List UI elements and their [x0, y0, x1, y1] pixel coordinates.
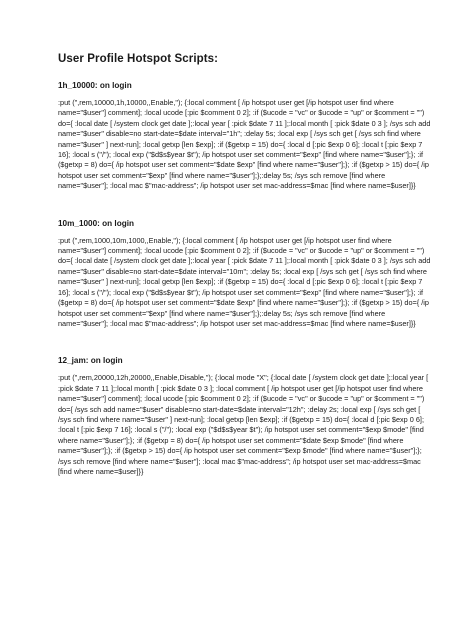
section-heading: 12_jam: on login [58, 356, 123, 366]
script-section-12-jam [58, 355, 434, 477]
script-text: :put (",rem,20000,12h,20000,,Enable,Disable,"); {:local mode "X"; {:local date [ /system clock get date ];:local year [ :pick $date 7 11 ];:local month [ :pick $date 0 3 ]; :local comment [ /ip hotspot user get [/ip hotspot user find where name="$user"] comment]; :local ucode [:pic $comment 0 2]; :if ($ucode = "vc" or $ucode = "up" or $comment = "") do={ /sys sch add name="$user" disable=no start-date=$date interval="12h"; :delay 2s; :local exp [ /sys sch get [ /sys sch find where name="$user" ] next-run]; :local getxp [len $exp]; :if ($getxp = 15) do={ :local d [:pic $exp 0 6]; :local t [:pic $exp 7 16]; :local s ("/"); :local exp ("$d$s$year $t"); /ip hotspot user set comment="$exp $mode" [find where name="$user"];}; :if ($getxp = 8) do={ /ip hotspot user set comment="$date $exp $mode" [find where name="$user"];}; :if ($getxp > 15) do={ /ip hotspot user set comment="$exp $mode" [find where name="$user"];}; /sys sch remove [find where name="$user"]; :local mac $"mac-address"; /ip hotspot user set mac-address=$mac [find where name=$user]}} [58, 373, 429, 476]
script-section-1h-10000 [58, 80, 434, 192]
section-heading: 1h_10000: on login [58, 81, 132, 90]
script-text: :put (",rem,10000,1h,10000,,Enable,"); {:local comment [ /ip hotspot user get [/ip hotspot user find where name="$user"] comment]; :local ucode [:pic $comment 0 2]; :if ($ucode = "vc" or $ucode = "up" or $comment = "") do={ :local date [ /system clock get date ];:local year [ :pick $date 7 11 ];:local month [ :pick $date 0 3 ]; /sys sch add name="$user" disable=no start-date=$date interval="1h"; :delay 5s; :local exp [ /sys sch get [ /sys sch find where name="$user" ] next-run]; :local getxp [len $exp]; :if ($getxp = 15) do={ :local d [:pic $exp 0 6]; :local t [:pic $exp 7 16]; :local s ("/"); :local exp ("$d$s$year $t"); /ip hotspot user set comment="$exp" [find where name="$user"];}; :if ($getxp = 8) do={ /ip hotspot user set comment="$date $exp" [find where name="$user"];}; :if ($getxp > 15) do={ /ip hotspot user set comment="$exp" [find where name="$user"];};:delay 5s; /sys sch remove [find where name="$user"]; :local mac $"mac-address"; /ip hotspot user set mac-address=$mac [find where name=$user]}} [58, 98, 431, 191]
section-heading: 10m_1000: on login [58, 218, 134, 228]
document-title: User Profile Hotspot Scripts: [58, 53, 219, 65]
script-text: :put (",rem,1000,10m,1000,,Enable,"); {:local comment [ /ip hotspot user get [/ip hotspot user find where name="$user"] comment]; :local ucode [:pic $comment 0 2]; :if ($ucode = "vc" or $ucode = "up" or $comment = "") do={ :local date [ /system clock get date ];:local year [ :pick $date 7 11 ];:local month [ :pick $date 0 3 ]; /sys sch add name="$user" disable=no start-date=$date interval="10m"; :delay 5s; :local exp [ /sys sch get [ /sys sch find where name="$user" ] next-run]; :local getxp [len $exp]; :if ($getxp = 15) do={ :local d [:pic $exp 0 6]; :local t [:pic $exp 7 16]; :local s ("/"); :local exp ("$d$s$year $t"); /ip hotspot user set comment="$exp" [find where name="$user"];}; :if ($getxp = 8) do={ /ip hotspot user set comment="$date $exp" [find where name="$user"];}; :if ($getxp > 15) do={ /ip hotspot user set comment="$exp" [find where name="$user"];};:delay 5s; /sys sch remove [find where name="$user"]; :local mac $"mac-address"; /ip hotspot user set mac-address=$mac [find where name=$user]}} [58, 235, 431, 328]
script-section-10m-1000 [58, 218, 434, 330]
